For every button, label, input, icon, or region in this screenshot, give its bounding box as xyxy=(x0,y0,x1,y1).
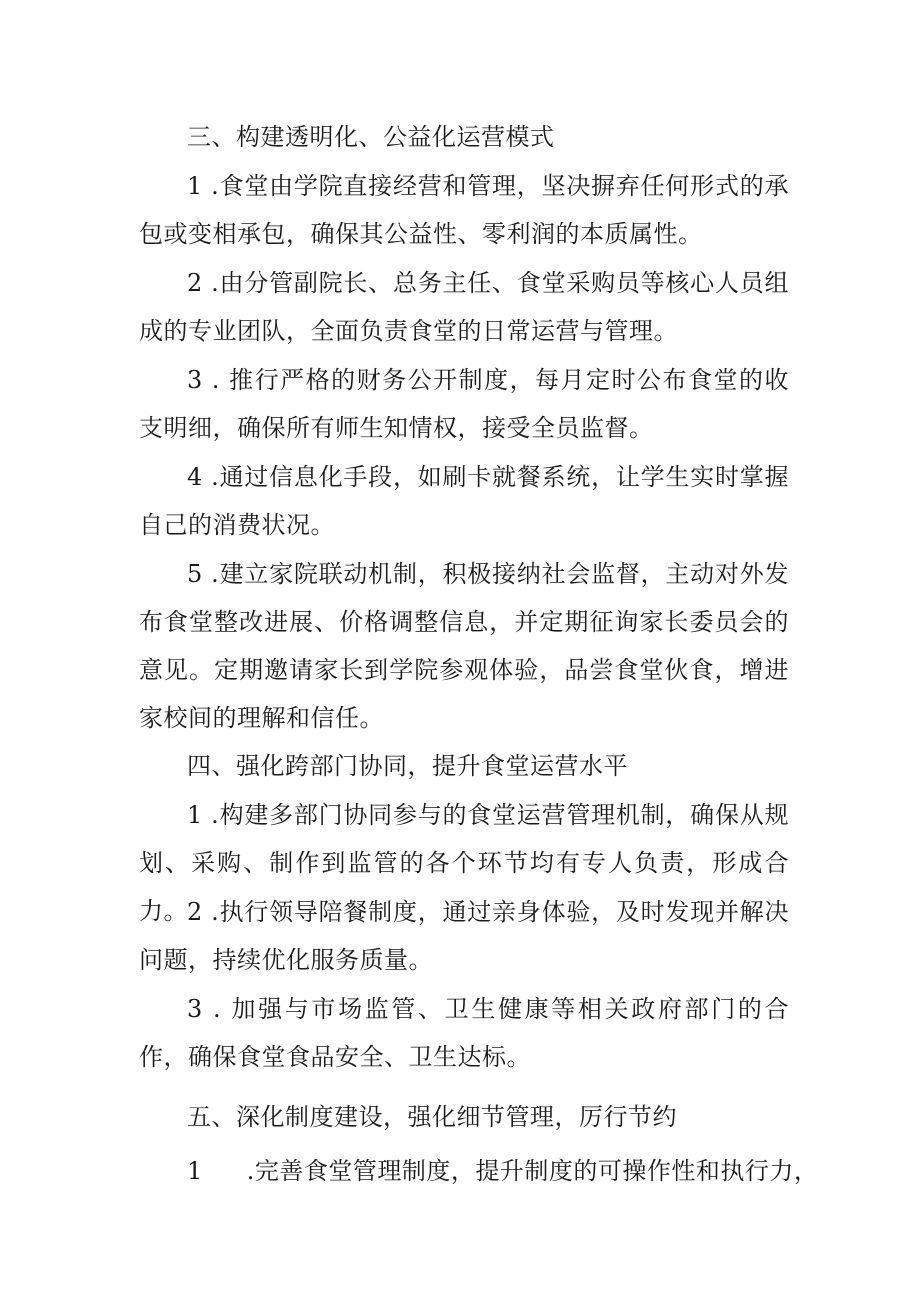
section-5-item-1 xyxy=(187,1147,818,1195)
section-4-item-2: 2 .执行领导陪餐制度，通过亲身体验，及时发现并解决问题，持续优化服务质量。 xyxy=(139,898,789,974)
section-3-heading: 三、构建透明化、公益化运营模式 xyxy=(187,123,555,151)
section-5-item-1-text: .完善食堂管理制度，提升制度的可操作性和执行力， xyxy=(246,1157,819,1185)
section-3-item-4: 4 .通过信息化手段，如刷卡就餐系统，让学生实时掌握自己的消费状况。 xyxy=(139,463,789,539)
section-3-item-5: 5 .建立家院联动机制，积极接纳社会监督，主动对外发布食堂整改进展、价格调整信息，并定期征询家长委员会的意见。定期邀请家长到学院参观体验，品尝食堂伙食，增进家校间的理解和信任。 xyxy=(139,560,789,732)
section-4-item-3: 3 . 加强与市场监管、卫生健康等相关政府部门的合作，确保食堂食品安全、卫生达标。 xyxy=(139,995,789,1071)
section-4-heading: 四、强化跨部门协同，提升食堂运营水平 xyxy=(187,752,628,780)
section-3-item-3: 3 . 推行严格的财务公开制度，每月定时公布食堂的收支明细，确保所有师生知情权，接受全员监督。 xyxy=(139,366,789,442)
section-5-item-1-number: 1 xyxy=(187,1157,203,1185)
section-3-item-1: 1 .食堂由学院直接经营和管理，坚决摒弃任何形式的承包或变相承包，确保其公益性、零利润的本质属性。 xyxy=(139,172,789,248)
section-5-heading: 五、深化制度建设，强化细节管理，厉行节约 xyxy=(187,1103,677,1131)
section-3-item-2: 2 .由分管副院长、总务主任、食堂采购员等核心人员组成的专业团队，全面负责食堂的日常运营与管理。 xyxy=(139,269,789,345)
section-4-item-1: 1 .构建多部门协同参与的食堂运营管理机制，确保从规划、采购、制作到监管的各个环节均有专人负责，形成合力。 xyxy=(139,801,789,925)
